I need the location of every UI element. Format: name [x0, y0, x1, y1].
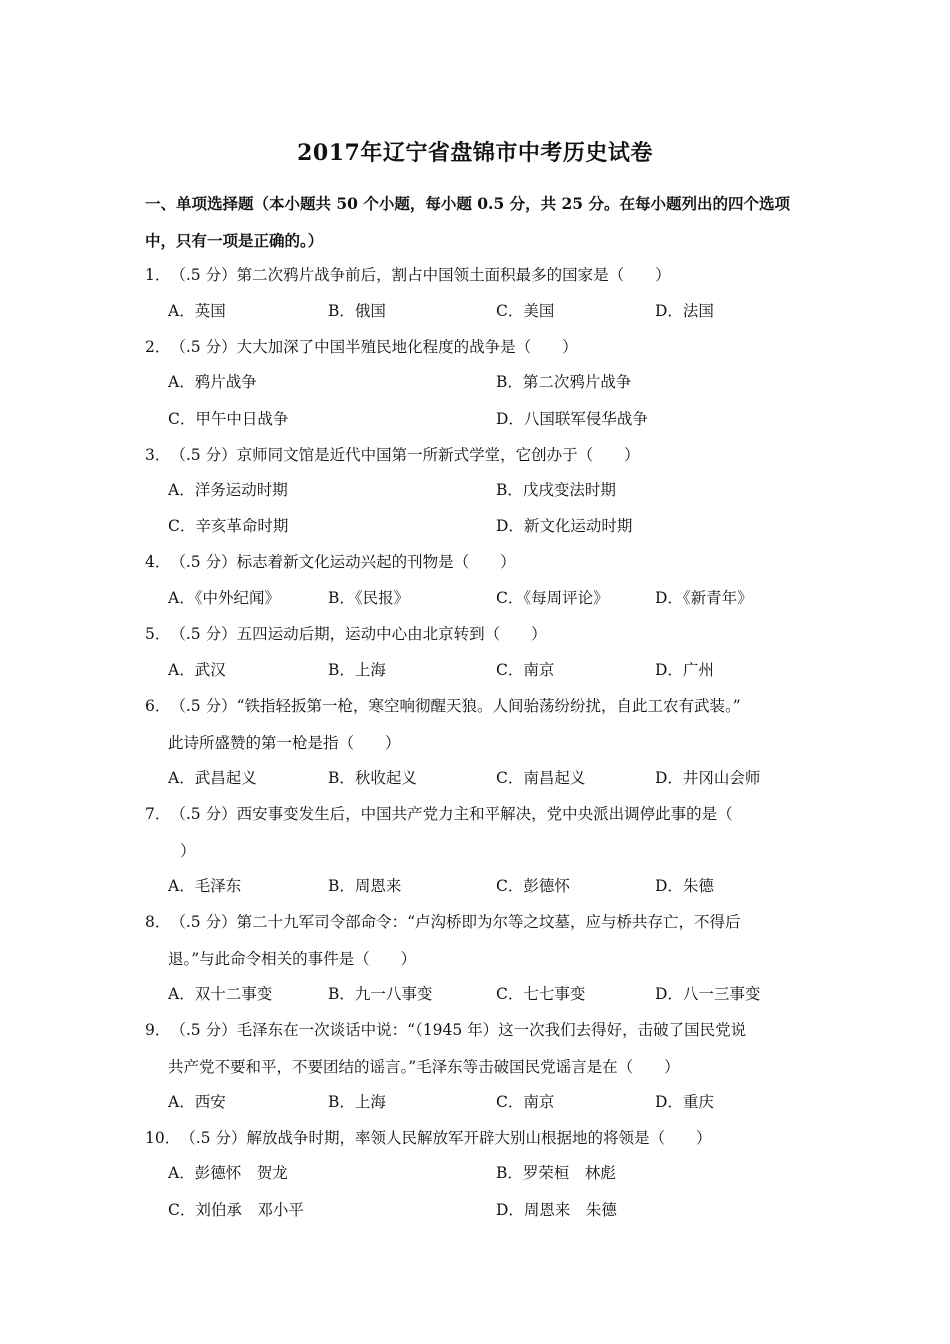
option-d: D．重庆 [655, 1093, 714, 1111]
option-b: B．罗荣桓 林彪 [496, 1164, 616, 1182]
option-d: D．新文化运动时期 [496, 517, 633, 535]
option-a: A．《中外纪闻》 [168, 589, 280, 607]
option-c: C．七七事变 [496, 985, 586, 1003]
question-number: 5． [145, 625, 171, 643]
question-text: （.5 分）第二次鸦片战争前后，割占中国领土面积最多的国家是（ ） [170, 266, 671, 284]
question-6 [145, 694, 810, 716]
section-heading-line1: 一、单项选择题（本小题共 50 个小题，每小题 0.5 分，共 25 分。在每小题列出的四个选项 [145, 194, 790, 213]
option-c: C．彭德怀 [496, 877, 570, 895]
question-text-continued: 共产党不要和平，不要团结的谣言。”毛泽东等击破国民党谣言是在（ ） [168, 1058, 680, 1076]
question-text-continued: ） [180, 842, 196, 860]
question-text-continued: 此诗所盛赞的第一枪是指（ ） [168, 734, 401, 752]
question-8 [145, 910, 810, 932]
question-text: （.5 分）西安事变发生后，中国共产党力主和平解决，党中央派出调停此事的是（ [170, 805, 733, 823]
option-a: A．双十二事变 [168, 985, 273, 1003]
option-c: C．《每周评论》 [496, 589, 609, 607]
option-d: D．朱德 [655, 877, 714, 895]
option-b: B．九一八事变 [328, 985, 433, 1003]
option-b: B．秋收起义 [328, 769, 417, 787]
question-text: （.5 分）第二十九军司令部命令：“卢沟桥即为尔等之坟墓，应与桥共存亡，不得后 [170, 913, 741, 931]
question-2 [145, 335, 810, 357]
option-d: D．八一三事变 [655, 985, 761, 1003]
option-c: C．南京 [496, 661, 555, 679]
question-number: 2． [145, 338, 171, 356]
question-1 [145, 263, 810, 285]
section-heading-line2: 中，只有一项是正确的。） [145, 231, 324, 250]
question-text-continued: 退。”与此命令相关的事件是（ ） [168, 950, 417, 968]
question-number: 6． [145, 697, 171, 715]
page-title: 2017年辽宁省盘锦市中考历史试卷 [297, 140, 653, 166]
option-c: C．辛亥革命时期 [168, 517, 289, 535]
question-number: 4． [145, 553, 171, 571]
option-b: B．《民报》 [328, 589, 410, 607]
option-a: A．英国 [168, 302, 226, 320]
question-number: 7． [145, 805, 171, 823]
question-text: （.5 分）大大加深了中国半殖民地化程度的战争是（ ） [170, 338, 578, 356]
question-text: （.5 分）京师同文馆是近代中国第一所新式学堂，它创办于（ ） [170, 446, 640, 464]
question-9 [145, 1018, 810, 1040]
option-b: B．上海 [328, 661, 386, 679]
question-3 [145, 443, 810, 465]
question-7 [145, 802, 810, 824]
option-b: B．第二次鸦片战争 [496, 373, 632, 391]
question-4 [145, 550, 810, 572]
option-b: B．上海 [328, 1093, 386, 1111]
option-d: D．法国 [655, 302, 714, 320]
question-text: （.5 分）“铁指轻扳第一枪，寒空响彻醒天狼。人间骀荡纷纷扰，自此工农有武装。” [170, 697, 741, 715]
option-c: C．南昌起义 [496, 769, 586, 787]
question-number: 3． [145, 446, 171, 464]
option-a: A．毛泽东 [168, 877, 242, 895]
question-number: 9． [145, 1021, 171, 1039]
option-c: C．刘伯承 邓小平 [168, 1201, 304, 1219]
question-10 [145, 1126, 810, 1148]
option-b: B．周恩来 [328, 877, 402, 895]
question-number: 10． [145, 1129, 181, 1147]
question-text: （.5 分）五四运动后期，运动中心由北京转到（ ） [170, 625, 547, 643]
option-a: A．鸦片战争 [168, 373, 257, 391]
option-c: C．南京 [496, 1093, 555, 1111]
option-a: A．西安 [168, 1093, 226, 1111]
option-d: D．《新青年》 [655, 589, 753, 607]
option-d: D．八国联军侵华战争 [496, 410, 648, 428]
question-text: （.5 分）毛泽东在一次谈话中说：“（1945 年）这一次我们去得好，击破了国民党说 [170, 1021, 747, 1039]
question-number: 8． [145, 913, 171, 931]
option-a: A．彭德怀 贺龙 [168, 1164, 288, 1182]
option-c: C．甲午中日战争 [168, 410, 289, 428]
option-a: A．武汉 [168, 661, 226, 679]
question-text: （.5 分）解放战争时期，率领人民解放军开辟大别山根据地的将领是（ ） [180, 1129, 712, 1147]
question-number: 1． [145, 266, 171, 284]
option-d: D．周恩来 朱德 [496, 1201, 617, 1219]
option-a: A．洋务运动时期 [168, 481, 288, 499]
option-d: D．井冈山会师 [655, 769, 761, 787]
question-text: （.5 分）标志着新文化运动兴起的刊物是（ ） [170, 553, 516, 571]
option-b: B．俄国 [328, 302, 386, 320]
option-a: A．武昌起义 [168, 769, 257, 787]
option-c: C．美国 [496, 302, 555, 320]
option-b: B．戊戌变法时期 [496, 481, 616, 499]
question-5 [145, 622, 810, 644]
option-d: D．广州 [655, 661, 714, 679]
